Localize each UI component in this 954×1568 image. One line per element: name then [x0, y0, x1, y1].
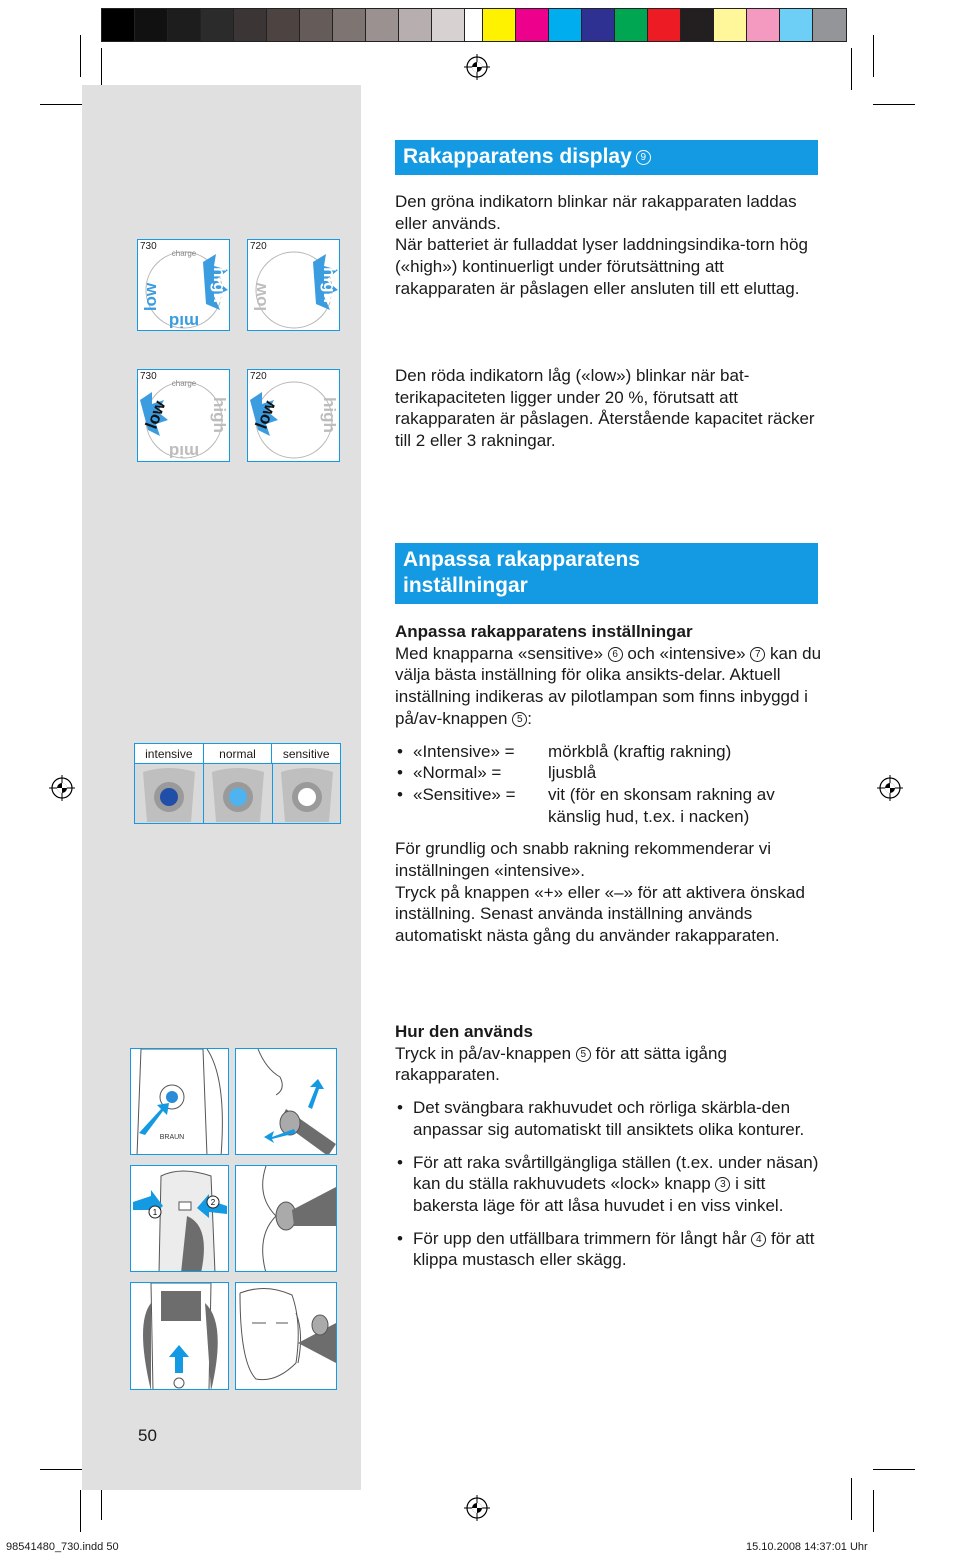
mode-key: • «Normal» =	[413, 763, 502, 783]
bullet-item	[395, 1152, 825, 1217]
mode-label-sensitive: sensitive	[282, 747, 330, 761]
mode-item	[395, 762, 825, 784]
color-swatch	[483, 9, 516, 41]
color-swatch	[780, 9, 813, 41]
text-span: för att klippa mustasch eller skägg.	[413, 1228, 815, 1270]
text-span: för att sätta igång rakapparaten.	[395, 1043, 727, 1085]
paragraph: För grundlig och snabb rakning rekommenderar vi inställningen «intensive».	[395, 839, 772, 881]
mode-key: • «Sensitive» =	[413, 784, 516, 804]
color-swatch	[102, 9, 135, 41]
color-swatch	[333, 9, 366, 41]
trimming-sideburns-illustration	[236, 1283, 337, 1390]
high-label: high	[210, 267, 229, 303]
low-label: low	[251, 282, 270, 312]
color-swatch	[615, 9, 648, 41]
low-label: low	[141, 282, 160, 312]
color-swatch	[681, 9, 714, 41]
crop-mark	[873, 1490, 874, 1532]
crop-mark	[40, 104, 82, 105]
registration-mark-icon	[464, 1495, 490, 1521]
subheading: Anpassa rakapparatens inställningar	[395, 622, 693, 641]
figure-trimmer	[130, 1282, 229, 1390]
footer-file-info: 98541480_730.indd 50	[6, 1541, 119, 1553]
sensitive-light-icon	[298, 788, 316, 806]
color-swatch	[366, 9, 399, 41]
color-swatch	[234, 9, 267, 41]
color-swatch	[648, 9, 681, 41]
color-swatch	[399, 9, 432, 41]
text-span: Tryck in på/av-knappen	[395, 1043, 572, 1063]
paragraph	[395, 1043, 825, 1086]
color-swatch	[267, 9, 300, 41]
step-number: 2	[210, 1198, 216, 1207]
ref-number: 5	[576, 1047, 591, 1062]
paragraph: Tryck på knappen «+» eller «–» för att aktivera önskad inställning. Senast använda inställning används automatiskt nästa gång du använder rakapparaten.	[395, 882, 805, 946]
color-bar-left	[101, 8, 499, 42]
low-label: low	[251, 398, 280, 432]
mode-label-normal: normal	[204, 744, 273, 763]
model-number: 720	[250, 371, 267, 382]
page-number: 50	[138, 1426, 157, 1445]
mode-item	[395, 741, 825, 763]
high-label: high	[210, 397, 229, 433]
display-figure-730-low	[137, 369, 230, 462]
heading-text: Rakapparatens display	[403, 145, 632, 168]
high-label: high	[320, 267, 339, 303]
display-text-low	[395, 365, 825, 452]
mode-lights-figure	[134, 743, 341, 824]
ref-number: 3	[715, 1177, 730, 1192]
mode-value: ljusblå	[548, 763, 597, 783]
registration-mark-icon	[49, 775, 75, 801]
color-swatch	[582, 9, 615, 41]
model-number: 730	[140, 241, 157, 252]
color-swatch	[168, 9, 201, 41]
usage-text	[395, 1021, 825, 1271]
bullet-item: • Det svängbara rakhuvudet och rörliga skärbla-den anpassar sig automatiskt till ansiktets olika konturer.	[395, 1097, 825, 1140]
text-span: kan du välja bästa inställning för olika ansikts-delar. Aktuell inställning indikeras av pilotlampan som finns inbyggd i på/av-knappen	[395, 643, 822, 728]
display-figure-730-high	[137, 239, 230, 331]
color-swatch	[432, 9, 465, 41]
step-number: 1	[152, 1208, 158, 1217]
mode-value: vit (för en skonsam rakning av känslig hud, t.ex. i nacken)	[548, 784, 775, 826]
figure-switch-on	[130, 1048, 229, 1155]
color-swatch	[714, 9, 747, 41]
shaving-nose-illustration	[236, 1166, 337, 1272]
display-dial-icon	[248, 370, 340, 462]
display-dial-icon	[138, 240, 230, 331]
lock-switch-illustration	[131, 1166, 229, 1272]
intensive-light-icon	[160, 788, 178, 806]
high-label: high	[320, 397, 339, 433]
brand-label: BRAUN	[159, 1134, 185, 1141]
mode-value: mörkblå (kraftig rakning)	[548, 741, 732, 761]
crop-mark	[80, 1490, 81, 1532]
text-span: För att raka svårtillgängliga ställen (t.ex. under näsan) kan du ställa rakhuvudets «lock» knapp	[413, 1152, 819, 1194]
ref-number: 7	[750, 647, 765, 662]
shaving-neck-illustration	[236, 1049, 337, 1155]
registration-mark-icon	[877, 775, 903, 801]
ref-number: 4	[751, 1232, 766, 1247]
heading-line: Anpassa rakapparatens	[403, 548, 640, 571]
crop-mark	[40, 1469, 82, 1470]
text-span: För upp den utfällbara trimmern för långt hår	[413, 1228, 747, 1248]
crop-mark	[873, 104, 915, 105]
shaver-power-button-illustration	[131, 1049, 229, 1155]
normal-light-icon	[229, 788, 247, 806]
heading-line: inställningar	[403, 574, 528, 597]
color-swatch	[516, 9, 549, 41]
crop-mark	[851, 48, 852, 90]
mode-label-intensive: intensive	[135, 744, 204, 763]
model-number: 720	[250, 241, 267, 252]
figure-trimming-sideburns	[235, 1282, 337, 1390]
crop-mark	[873, 35, 874, 77]
color-swatch	[747, 9, 780, 41]
trimmer-illustration	[131, 1283, 229, 1390]
crop-mark	[101, 48, 102, 90]
display-figure-720-high	[247, 239, 340, 331]
section-heading-settings	[395, 543, 818, 604]
color-swatch	[201, 9, 234, 41]
color-swatch	[135, 9, 168, 41]
figure-shaving-neck	[235, 1048, 337, 1155]
ref-number: 9	[636, 150, 651, 165]
crop-mark	[851, 1478, 852, 1520]
charge-label: charge	[171, 379, 197, 388]
paragraph: När batteriet är fulladdat lyser laddningsindika-torn hög («high») kontinuerligt under förutsättning att rakapparaten är påslagen eller ansluten till ett eluttag.	[395, 235, 808, 298]
crop-mark	[873, 1469, 915, 1470]
text-span: i sitt bakersta läge för att låsa huvudet i en viss vinkel.	[413, 1174, 784, 1215]
charge-label: charge	[171, 249, 197, 258]
mode-key: • «Intensive» =	[413, 741, 515, 761]
color-swatch	[813, 9, 846, 41]
display-dial-icon	[138, 370, 230, 462]
color-swatch	[549, 9, 582, 41]
display-figure-720-low	[247, 369, 340, 462]
ref-number: 5	[512, 712, 527, 727]
low-label: low	[141, 398, 170, 432]
text-span: Med knapparna «sensitive»	[395, 643, 603, 663]
mid-label: mid	[168, 442, 200, 461]
subheading: Hur den används	[395, 1022, 533, 1041]
registration-mark-icon	[464, 54, 490, 80]
footer-timestamp: 15.10.2008 14:37:01 Uhr	[746, 1541, 868, 1553]
model-number: 730	[140, 371, 157, 382]
mode-item	[395, 784, 825, 827]
bullet-item	[395, 1228, 825, 1271]
ref-number: 6	[608, 647, 623, 662]
crop-mark	[80, 35, 81, 77]
figure-shaving-nose	[235, 1165, 337, 1272]
paragraph: Den röda indikatorn låg («low») blinkar när bat-terikapaciteten ligger under 20 %, förutsatt att rakapparaten är påslagen. Återstående kapacitet räcker till 2 eller 3 rakningar.	[395, 366, 815, 451]
color-swatch	[300, 9, 333, 41]
settings-text	[395, 621, 825, 947]
text-span: och «intensive»	[627, 643, 746, 663]
paragraph: Den gröna indikatorn blinkar när rakapparaten laddas eller används.	[395, 192, 797, 233]
color-bar-right	[482, 8, 847, 42]
shaver-buttons-illustration	[135, 764, 341, 824]
paragraph	[395, 643, 825, 730]
figure-lock-switch	[130, 1165, 229, 1272]
section-heading-display	[395, 140, 818, 175]
text-span: :	[527, 708, 532, 728]
display-dial-icon	[248, 240, 340, 331]
mid-label: mid	[168, 312, 200, 331]
display-text	[395, 191, 825, 300]
